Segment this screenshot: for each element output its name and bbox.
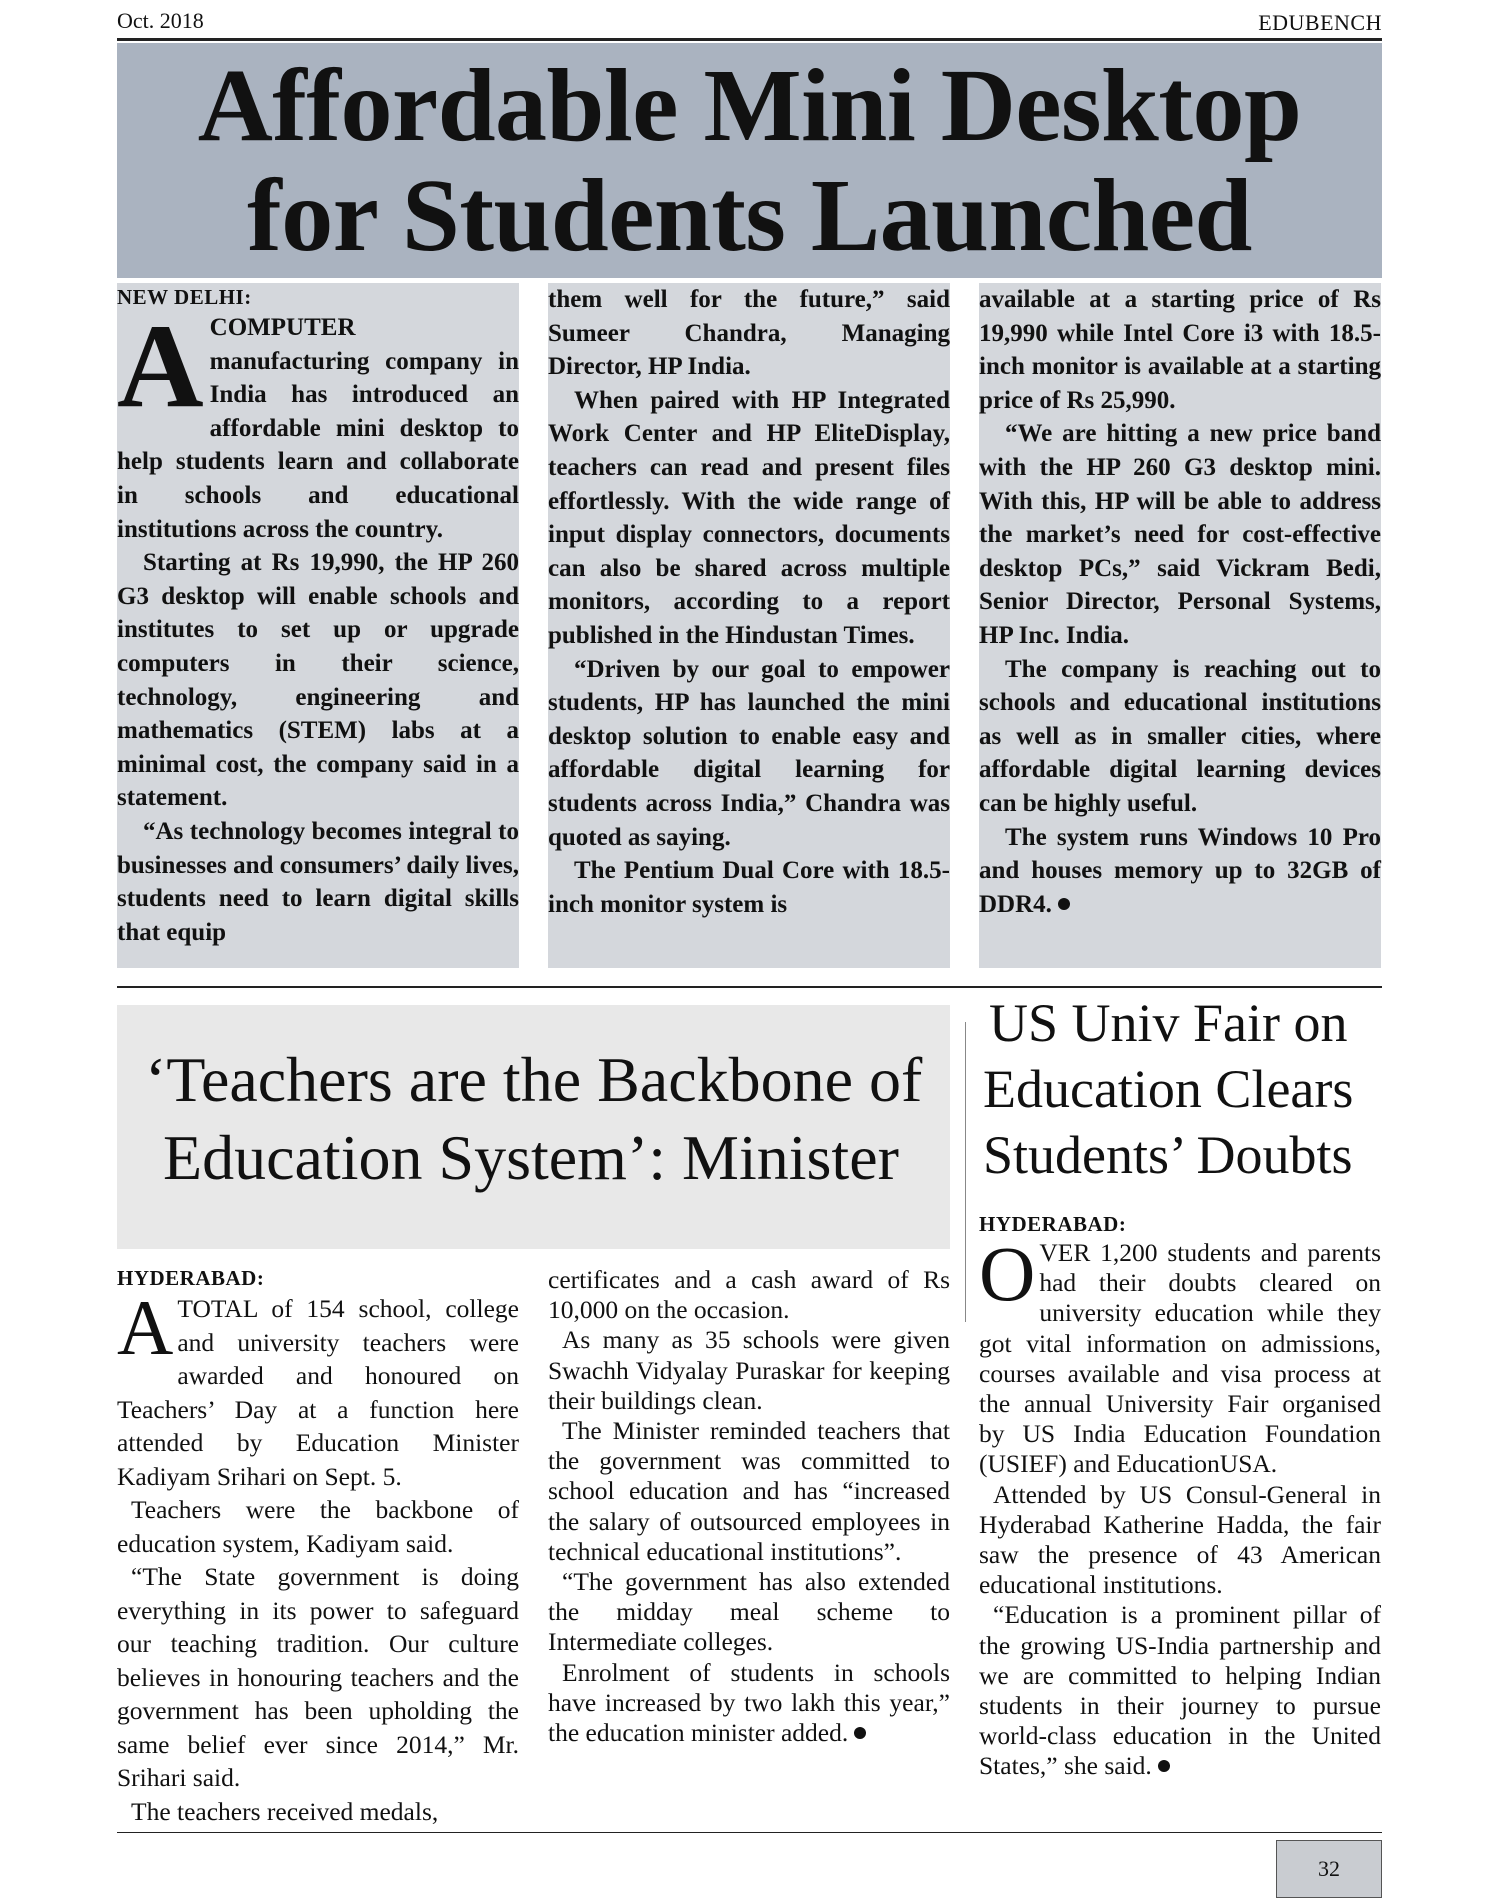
article2-paragraph: Enrolment of students in schools have increased by two lakh this year,” the education minister added. <box>548 1657 950 1748</box>
article1-dropcap: A <box>117 299 204 432</box>
article2-column-2 <box>548 1265 950 1748</box>
article2-headline <box>117 1005 950 1249</box>
publication-name: EDUBENCH <box>1258 10 1382 35</box>
article1-paragraph: them well for the future,” said Sumeer Chandra, Managing Director, HP India. <box>548 286 950 381</box>
column-divider <box>965 1022 966 1322</box>
article1-column-1 <box>117 283 519 968</box>
article1-paragraph: “We are hitting a new price band with the HP 260 G3 desktop mini. With this, HP will be able to address the market’s need for cost-effective desktop PCs,” said Vickram Bedi, Senior Director, Personal Systems, HP Inc. India. <box>979 420 1381 649</box>
article2-paragraph: The Minister reminded teachers that the government was committed to school education and has “increased the salary of outsourced employees in technical educational institutions”. <box>548 1416 950 1566</box>
article3-headline <box>983 990 1383 1188</box>
article2-paragraph: Teachers were the backbone of education system, Kadiyam said. <box>117 1495 519 1558</box>
article2-dateline: HYDERABAD: <box>117 1266 265 1290</box>
article3-headline-line2: Education Clears <box>983 1059 1354 1119</box>
article3-paragraph: Attended by US Consul-General in Hyderabad Katherine Hadda, the fair saw the presence of 43 American educational institutions. <box>979 1479 1381 1600</box>
article3-column <box>979 1210 1381 1782</box>
article1-paragraph: “Driven by our goal to empower students, HP has launched the mini desktop solution to enable easy and affordable digital learning for students across India,” Chandra was quoted as saying. <box>548 655 950 851</box>
issue-date: Oct. 2018 <box>117 8 204 33</box>
article1-headline-line2: for Students Launched <box>247 158 1252 273</box>
article1-paragraph: The Pentium Dual Core with 18.5-inch monitor system is <box>548 857 950 918</box>
article2-paragraph: TOTAL of 154 school, college and university teachers were awarded and honoured on Teachers’ Day at a function here attended by Education Minister Kadiyam Srihari on Sept. 5. <box>117 1294 519 1491</box>
article2-headline-line2: Education System’: Minister <box>163 1122 899 1193</box>
article1-paragraph: Starting at Rs 19,990, the HP 260 G3 desktop will enable schools and institutes to set up or upgrade computers in their science, technology, engineering and mathematics (STEM) labs at a minimal cost, the company said in a statement. <box>117 549 519 812</box>
end-bullet-icon <box>854 1727 866 1739</box>
article1-headline <box>117 43 1382 278</box>
article1-paragraph: The system runs Windows 10 Pro and houses memory up to 32GB of DDR4. <box>979 823 1381 918</box>
article2-paragraph: As many as 35 schools were given Swachh Vidyalay Puraskar for keeping their buildings clean. <box>548 1325 950 1415</box>
article1-column-2 <box>548 283 950 968</box>
article1-column-3 <box>979 283 1381 968</box>
page-number: 32 <box>1276 1840 1382 1898</box>
article3-paragraph: VER 1,200 students and parents had their doubts cleared on university education while they got vital information on admissions, courses available and visa process at the annual University Fair organised by US India Education Foundation (USIEF) and EducationUSA. <box>979 1238 1381 1479</box>
article2-dropcap: A <box>117 1284 174 1371</box>
article1-paragraph: When paired with HP Integrated Work Center and HP EliteDisplay, teachers can read and present files effortlessly. With the wide range of input display connectors, documents can also be shared across multiple monitors, according to a report published in the Hindustan Times. <box>548 386 950 649</box>
article2-paragraph: “The State government is doing everything in its power to safeguard our teaching tradition. Our culture believes in honouring teachers and the government has been upholding the same belief ever since 2014,” Mr. Srihari said. <box>117 1562 519 1792</box>
article1-paragraph: available at a starting price of Rs 19,990 while Intel Core i3 with 18.5-inch monitor is available at a starting price of Rs 25,990. <box>979 286 1381 414</box>
article3-headline-line3: Students’ Doubts <box>983 1125 1353 1185</box>
section-divider <box>117 986 1382 988</box>
article1-paragraph: The company is reaching out to schools and educational institutions as well as in smaller cities, where affordable digital learning devices can be highly useful. <box>979 655 1381 817</box>
article1-headline-line1: Affordable Mini Desktop <box>197 48 1302 163</box>
article3-dateline: HYDERABAD: <box>979 1212 1127 1236</box>
article2-paragraph: “The government has also extended the midday meal scheme to Intermediate colleges. <box>548 1567 950 1657</box>
article2-paragraph: The teachers received medals, <box>131 1796 439 1826</box>
article2-paragraph: certificates and a cash award of Rs 10,000 on the occasion. <box>548 1265 950 1325</box>
article1-paragraph: COMPUTER manufacturing company in India has introduced an affordable mini desktop to help students learn and collaborate in schools and educational institutions across the country. <box>117 314 519 543</box>
end-bullet-icon <box>1058 898 1070 910</box>
end-bullet-icon <box>1158 1760 1170 1772</box>
article2-headline-line1: ‘Teachers are the Backbone of <box>145 1044 923 1115</box>
article1-paragraph: “As technology becomes integral to businesses and consumers’ daily lives, students need to learn digital skills that equip <box>117 817 519 946</box>
article2-column-1 <box>117 1264 519 1828</box>
article3-headline-line1: US Univ Fair on <box>989 993 1348 1053</box>
top-rule <box>117 38 1382 41</box>
article1-dateline: NEW DELHI: <box>117 285 252 309</box>
article3-dropcap: O <box>979 1230 1036 1317</box>
bottom-rule <box>117 1832 1382 1833</box>
article3-paragraph: “Education is a prominent pillar of the growing US-India partnership and we are committed to helping Indian students in their journey to pursue world-class education in the United States,” she said. <box>979 1600 1381 1781</box>
